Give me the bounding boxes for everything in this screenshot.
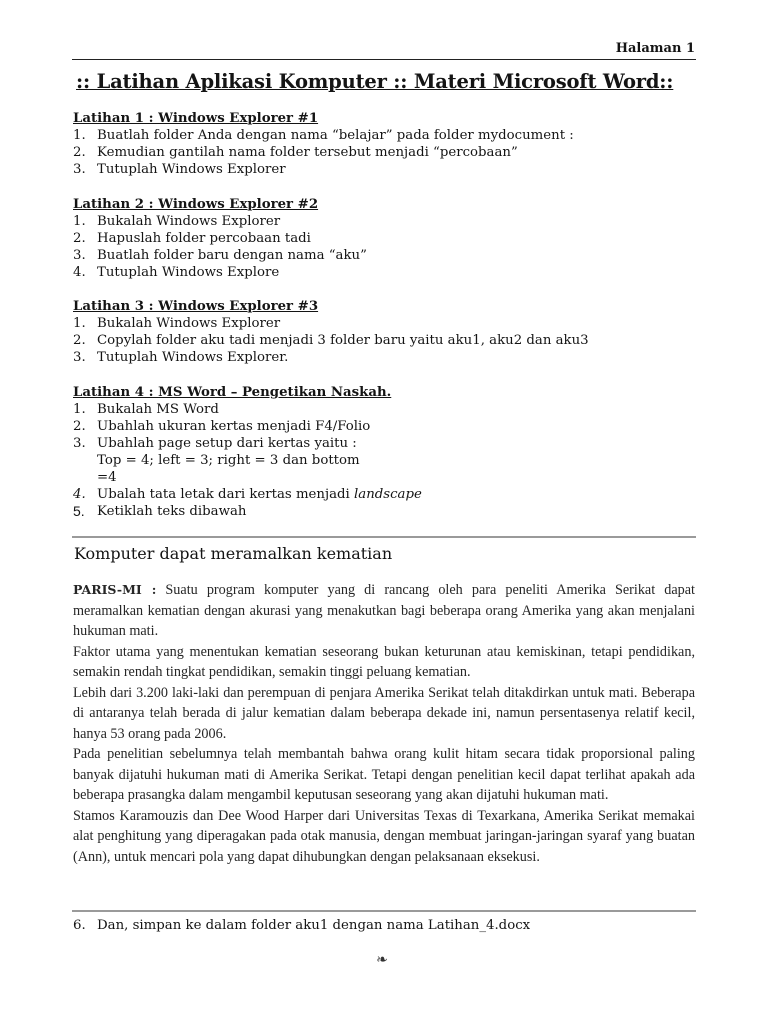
list-item: [73, 144, 693, 161]
item-text: Bukalah MS Word: [97, 402, 219, 417]
item-number: 4.: [73, 265, 86, 280]
exercise-4: [73, 384, 693, 520]
item-number: 1.: [73, 128, 86, 143]
article-paragraph: Faktor utama yang menentukan kematian seseorang bukan keturunan atau kemiskinan, tetapi pendidikan, semakin rendah tingkat pendidikan, semakin tinggi peluang kematian.: [73, 643, 695, 680]
list-item: [73, 127, 693, 144]
item-text: Tutuplah Windows Explorer: [97, 162, 286, 177]
item-text: Bukalah Windows Explorer: [97, 316, 281, 331]
item-number: 2.: [73, 145, 86, 160]
document-title: :: Latihan Aplikasi Komputer :: Materi Microsoft Word::: [76, 70, 674, 93]
list-item: [73, 230, 693, 247]
item-text: Buatlah folder Anda dengan nama “belajar” pada folder mydocument :: [97, 128, 574, 143]
item-number: 3.: [73, 248, 86, 263]
header-rule: [72, 59, 696, 60]
exercise-3: [73, 298, 693, 366]
paragraph-text: Suatu program komputer yang di rancang oleh para peneliti Amerika Serikat dapat meramalkan kematian dengan akurasi yang menakutkan bagi beberapa orang Amerika yang akan menjalani hukuman mati.: [73, 582, 695, 639]
exercise-heading: Latihan 3 : Windows Explorer #3: [73, 299, 319, 314]
list-item: [73, 435, 693, 452]
item-number: 3.: [73, 350, 86, 365]
item-text: Ubahlah page setup dari kertas yaitu :: [97, 436, 357, 451]
article-paragraph: Pada penelitian sebelumnya telah membantah bahwa orang kulit hitam secara tidak proporsional paling banyak dijatuhi hukuman mati di Amerika Serikat. Tetapi dengan penelitian kecil dapat terlihat apakah ada beberapa prasangka dalam mengambil keputusan seseorang yang akan dijatuhi hukuman mati.: [73, 746, 695, 803]
item-number: 5.: [73, 503, 85, 519]
article-title: Komputer dapat meramalkan kematian: [74, 544, 393, 563]
item-text-italic: landscape: [354, 487, 422, 502]
item-text: Bukalah Windows Explorer: [97, 214, 281, 229]
item-number: 1.: [73, 402, 86, 417]
item-continuation: =4: [97, 470, 117, 485]
item-text: Dan, simpan ke dalam folder aku1 dengan nama Latihan_4.docx: [97, 918, 531, 933]
item-text-plain: Ubalah tata letak dari kertas menjadi: [97, 487, 355, 502]
item-text: Ketiklah teks dibawah: [97, 504, 247, 519]
exercise-1: [73, 110, 693, 178]
list-item: [73, 486, 693, 503]
item-continuation: Top = 4; left = 3; right = 3 dan bottom: [97, 453, 360, 468]
item-number: 2.: [73, 333, 86, 348]
list-item: [73, 247, 693, 264]
item-text: Ubahlah ukuran kertas menjadi F4/Folio: [97, 419, 371, 434]
item-number: 1.: [73, 316, 86, 331]
exercise-heading: Latihan 2 : Windows Explorer #2: [73, 197, 319, 212]
page-number-label: Halaman 1: [615, 41, 695, 56]
item-number: 4.: [73, 487, 86, 502]
list-item: [73, 503, 693, 520]
article-paragraph: Lebih dari 3.200 laki-laki dan perempuan di penjara Amerika Serikat telah ditakdirkan untuk mati. Beberapa di antaranya telah berada di jalur kematian dalam beberapa dekade ini, namun persentasenya relatif kecil, hanya 53 orang pada 2006.: [73, 684, 695, 742]
item-number: 1.: [73, 214, 86, 229]
item-text: [97, 486, 422, 503]
article-body: [73, 580, 695, 867]
item-text: Tutuplah Windows Explorer.: [97, 350, 289, 365]
list-item: [73, 349, 693, 366]
list-item: [73, 418, 693, 435]
fleuron-icon: ❧: [376, 952, 388, 968]
list-item: [73, 264, 693, 281]
item-text: Copylah folder aku tadi menjadi 3 folder baru yaitu aku1, aku2 dan aku3: [97, 333, 589, 348]
article-paragraph: Stamos Karamouzis dan Dee Wood Harper dari Universitas Texas di Texarkana, Amerika Serikat memakai alat penghitung yang diperagakan pada otak manusia, dengan membuat jaringan-jaringan syaraf yang buatan (Ann), untuk mencari pola yang dapat dihubungkan dengan pelaksanaan eksekusi.: [73, 807, 695, 865]
item-number: 2.: [73, 419, 86, 434]
item-text: Tutuplah Windows Explore: [97, 265, 280, 280]
article-paragraph: [73, 580, 695, 642]
exercise-2: [73, 196, 693, 281]
item-text: Hapuslah folder percobaan tadi: [97, 231, 311, 246]
item-text: Kemudian gantilah nama folder tersebut menjadi “percobaan”: [97, 145, 518, 160]
section-divider: [72, 536, 696, 538]
article-dateline: PARIS-MI :: [73, 582, 157, 597]
list-item: [73, 213, 693, 230]
item-number: 2.: [73, 231, 86, 246]
list-item: [73, 161, 693, 178]
exercise-heading: Latihan 1 : Windows Explorer #1: [73, 111, 319, 126]
list-item: [73, 315, 693, 332]
final-step: [73, 918, 530, 933]
section-divider: [72, 910, 696, 912]
item-text: Buatlah folder baru dengan nama “aku”: [97, 248, 367, 263]
item-number: 6.: [73, 918, 86, 933]
exercise-heading: Latihan 4 : MS Word – Pengetikan Naskah.: [73, 385, 392, 400]
item-number: 3.: [73, 436, 86, 451]
item-number: 3.: [73, 162, 86, 177]
list-item: [73, 332, 693, 349]
list-item: [73, 401, 693, 418]
